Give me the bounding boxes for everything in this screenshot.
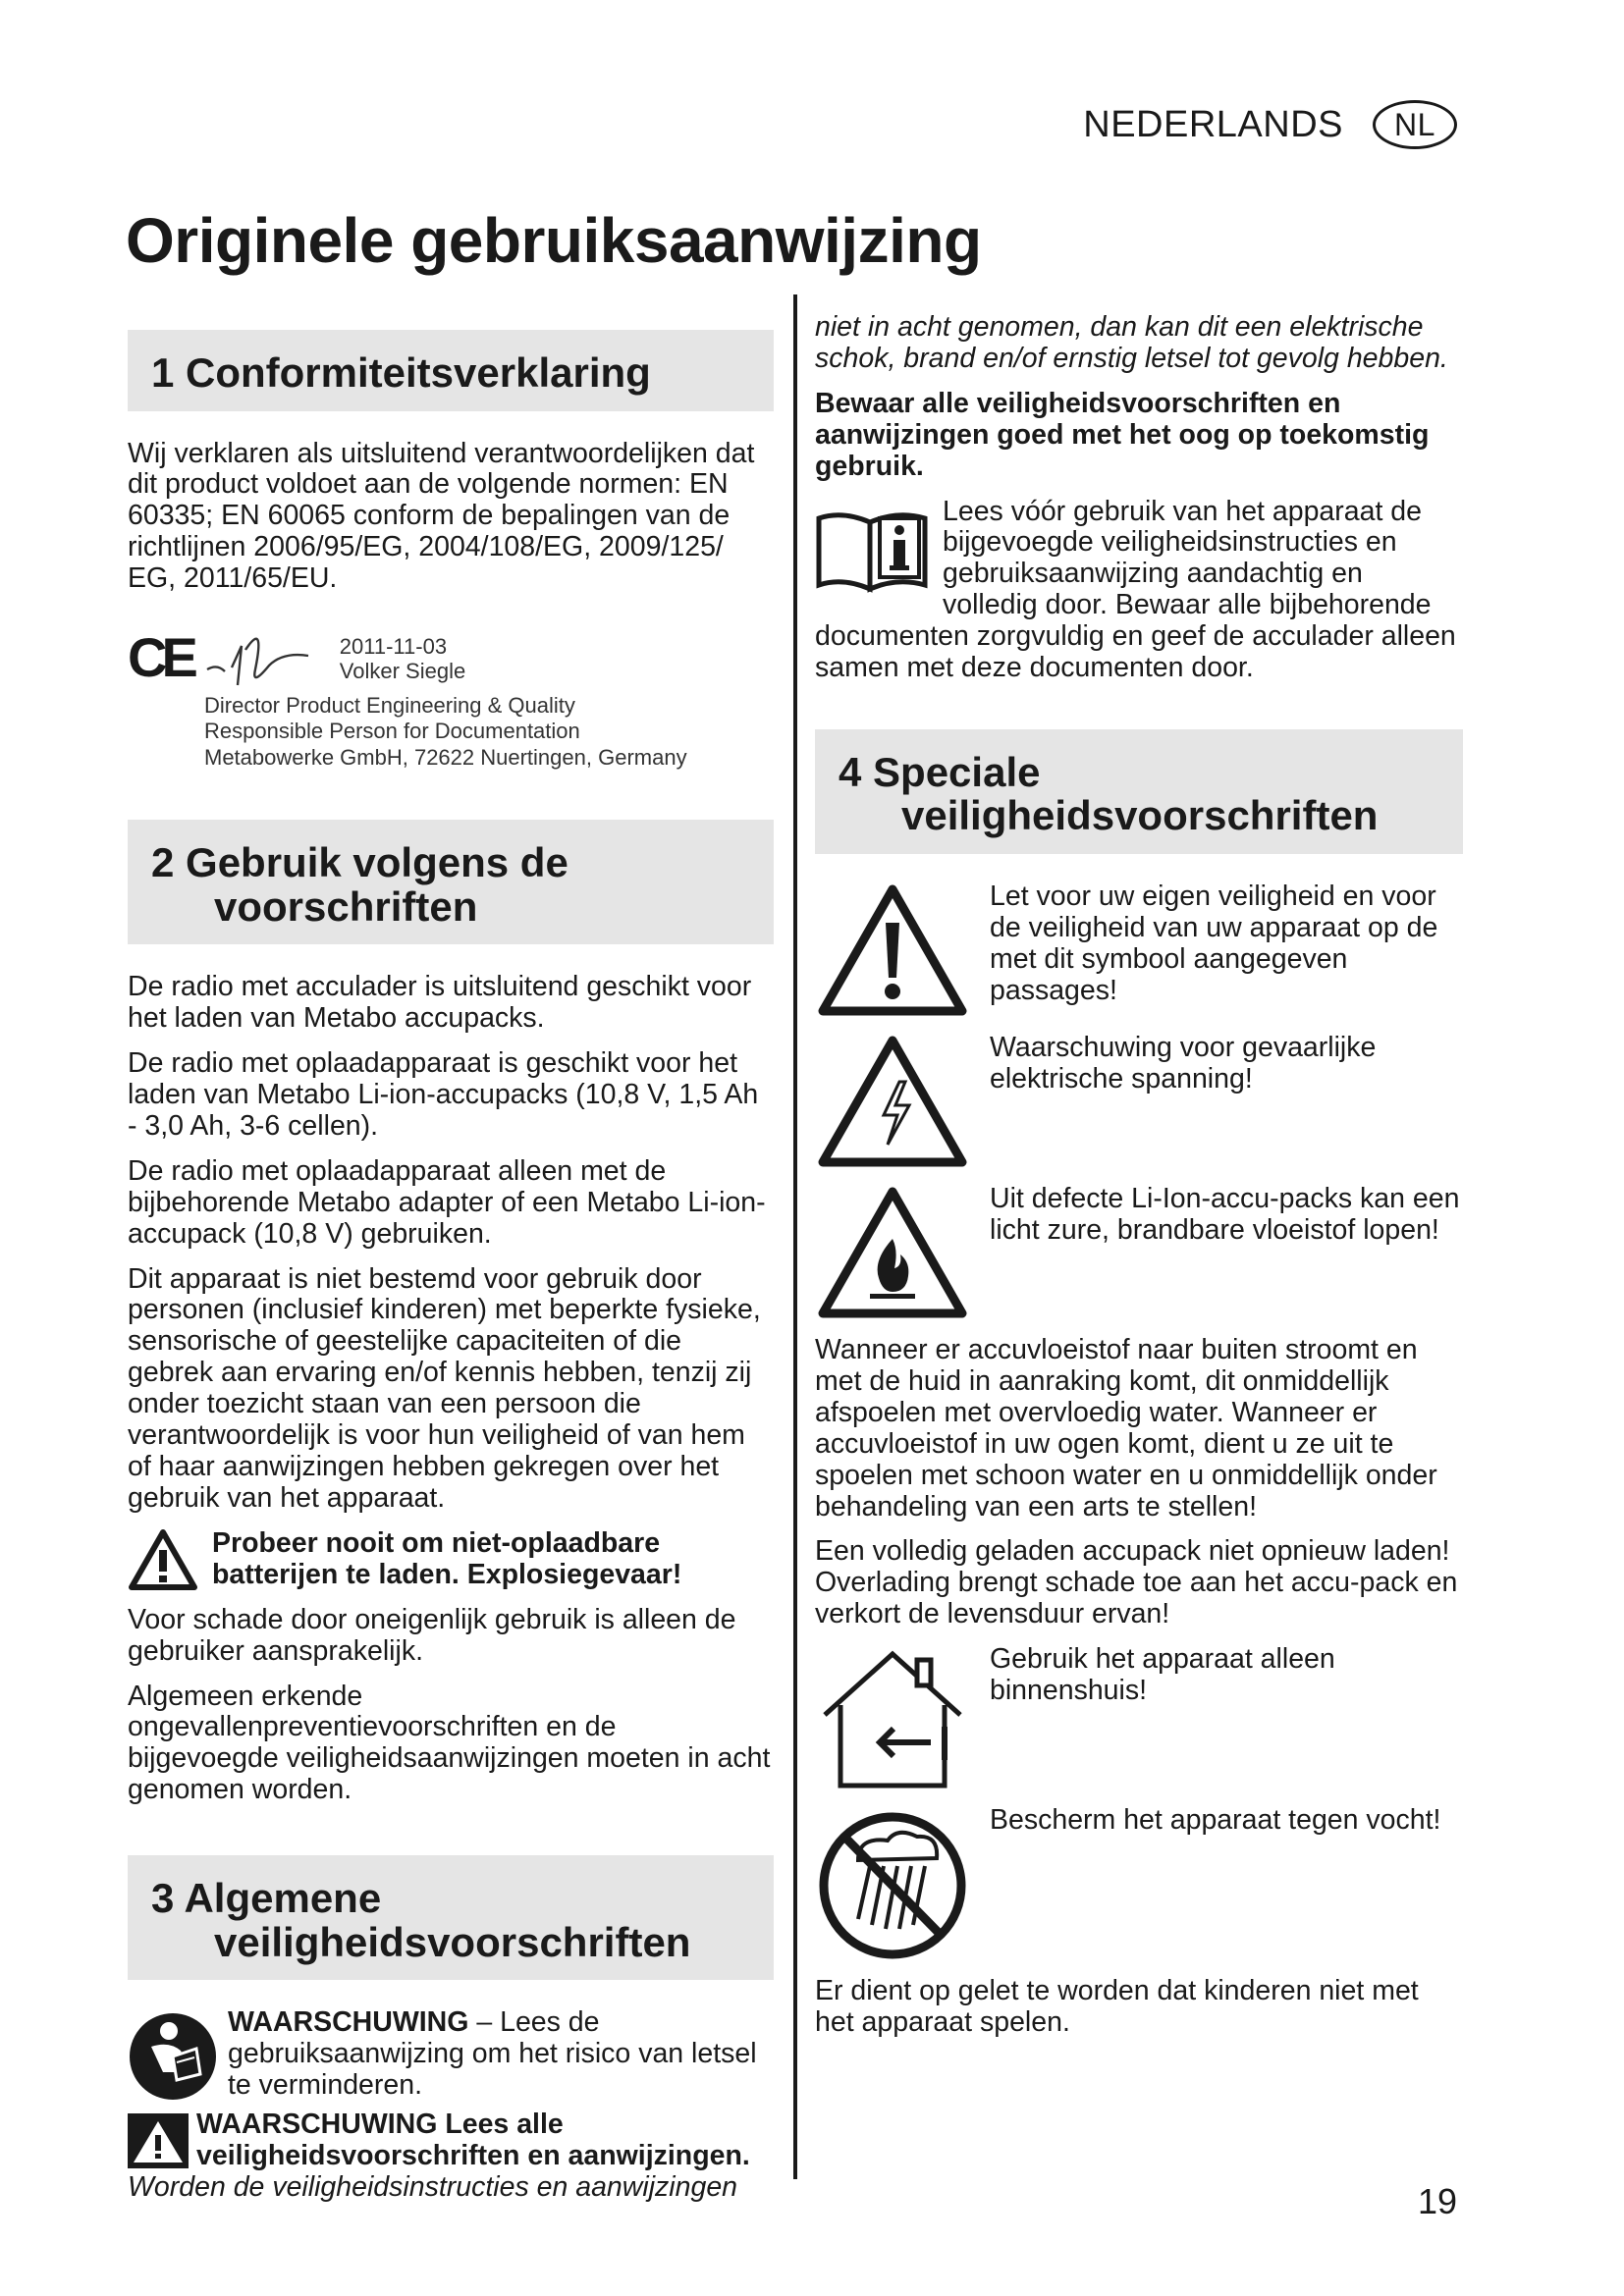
section-4-title-line1: 4 Speciale — [839, 748, 1041, 795]
read-manual-warning-text — [228, 2007, 774, 2102]
page-number: 19 — [1417, 2181, 1457, 2221]
indoor-row — [815, 1644, 1463, 1791]
conformity-text: Wij verklaren als uitsluitend verantwoordelijken dat dit product voldoet aan de volgende normen: EN 60335; EN 60065 conform de bepalingen van de richtlijnen 2006/95/EG, 2004/108/EG, 2009/125/ EG, 2011/65/EU. — [128, 437, 755, 595]
warning-square-icon — [128, 2113, 189, 2168]
exclamation-triangle-icon — [815, 881, 970, 1019]
section-3-title-line1: 3 Algemene — [151, 1875, 382, 1922]
attention-text: Let voor uw eigen veiligheid en voor de veiligheid van uw apparaat op de met dit symbool aangegeven passages! — [990, 881, 1438, 1006]
signer-roles — [204, 693, 774, 771]
section-4-title-line2: veiligheidsvoorschriften — [901, 792, 1379, 839]
indoor-use-icon — [815, 1644, 970, 1791]
read-docs-text: Lees vóór gebruik van het apparaat de bijgevoegde veiligheidsinstructies en gebruiksaanwijzing aandachtig en volledig door. Bewaar alle bijbehorende — [943, 495, 1432, 621]
right-column — [815, 312, 1463, 2053]
language-badge: NL — [1373, 100, 1457, 149]
s2-paragraph-1: De radio met acculader is uitsluitend geschikt voor het laden van Metabo accupacks. — [128, 971, 752, 1035]
indoor-text: Gebruik het apparaat alleen binnenshuis! — [990, 1643, 1335, 1707]
s4-paragraph-1: Wanneer er accuvloeistof naar buiten stroomt en met de huid in aanraking komt, dit onmiddellijk afspoelen met overvloedig water. Wanneer er accuvloeistof in uw ogen komt, dient u ze uit te spoelen met schoon water en u onmiddellijk onder behandeling van een arts te stellen! — [815, 1334, 1437, 1522]
section-3-title-line2: veiligheidsvoorschriften — [214, 1918, 691, 1965]
keep-instructions-text: Bewaar alle veiligheidsvoorschriften en aanwijzingen goed met het oog op toekomstig gebruik. — [815, 387, 1430, 482]
warning-1-label: WAARSCHUWING — [228, 2006, 469, 2039]
general-warning — [128, 2109, 774, 2172]
explosion-warning-text: Probeer nooit om niet-oplaadbare batterijen te laden. Explosiegevaar! — [212, 1526, 682, 1590]
page-title: Originele gebruiksaanwijzing — [126, 205, 982, 276]
read-manual-icon — [128, 2007, 218, 2102]
s2-paragraph-4: Dit apparaat is niet bestemd voor gebruik door personen (inclusief kinderen) met beperkte fysieke, sensorische of geestelijke capaciteiten of die gebrek aan ervaring en/of kennis hebben, tenzij zij onder toezicht staan van een persoon die verantwoordelijk is voor hun veiligheid of van hem of haar aanwijzingen hebben gekregen over het gebruik van het apparaat. — [128, 1262, 761, 1514]
high-voltage-icon — [815, 1033, 970, 1170]
language-label: NEDERLANDS — [1083, 103, 1343, 145]
section-2-heading — [128, 820, 774, 944]
column-divider — [793, 294, 797, 2179]
explosion-warning — [128, 1528, 774, 1591]
flammable-text: Uit defecte Li-Ion-accu-packs kan een licht zure, brandbare vloeistof lopen! — [990, 1183, 1460, 1246]
ce-mark: CE — [128, 626, 192, 689]
section-4-heading — [815, 729, 1463, 854]
moisture-text: Bescherm het apparaat tegen vocht! — [990, 1804, 1441, 1837]
signature-date: 2011-11-03 — [339, 634, 448, 660]
s2-paragraph-3: De radio met oplaadapparaat alleen met de bijbehorende Metabo adapter of een Metabo Li-ion-accupack (10,8 V) gebruiken. — [128, 1154, 766, 1250]
moisture-row — [815, 1805, 1463, 1962]
attention-row — [815, 881, 1463, 1019]
s4-paragraph-3: Er dient op gelet te worden dat kinderen niet met het apparaat spelen. — [815, 1975, 1419, 2039]
signer-role-2: Responsible Person for Documentation — [204, 719, 580, 744]
info-book-icon — [815, 505, 929, 593]
language-header — [1083, 100, 1457, 149]
warning-continuation: niet in acht genomen, dan kan dit een elektrische schok, brand en/of ernstig letsel tot gevolg hebben. — [815, 311, 1448, 374]
flammable-row — [815, 1184, 1463, 1321]
s4-paragraph-2: Een volledig geladen accupack niet opnieuw laden! Overlading brengt schade toe aan het accu-pack en verkort de levensduur ervan! — [815, 1535, 1458, 1630]
no-moisture-icon — [815, 1805, 970, 1962]
read-docs-row — [815, 497, 1463, 622]
section-3-heading — [128, 1855, 774, 1980]
signature-name: Volker Siegle — [339, 659, 466, 684]
voltage-text: Waarschuwing voor gevaarlijke elektrische spanning! — [990, 1032, 1377, 1095]
read-manual-warning — [128, 2007, 774, 2102]
warning-1-text: – Lees de gebruiksaanwijzing om het risico van letsel te verminderen. — [228, 2006, 757, 2102]
voltage-row — [815, 1033, 1463, 1170]
section-2-title-line2: voorschriften — [214, 882, 478, 930]
flammable-icon — [815, 1184, 970, 1321]
s2-paragraph-2: De radio met oplaadapparaat is geschikt voor het laden van Metabo Li-ion-accupacks (10,8 V, 1,5 Ah - 3,0 Ah, 3-6 cellen). — [128, 1047, 759, 1142]
left-column — [128, 312, 774, 2217]
warning-triangle-icon — [128, 1528, 198, 1591]
read-docs-text-rest: documenten zorgvuldig en geef de acculader alleen samen met deze documenten door. — [815, 620, 1456, 684]
section-2-title-line1: 2 Gebruik volgens de — [151, 839, 568, 886]
signature-date-block — [340, 634, 465, 684]
s2-paragraph-6: Algemeen erkende ongevallenpreventievoorschriften en de bijgevoegde veiligheidsaanwijzingen moeten in acht genomen worden. — [128, 1680, 771, 1806]
signer-company: Metabowerke GmbH, 72622 Nuertingen, Germany — [204, 744, 687, 770]
s2-paragraph-5: Voor schade door oneigenlijk gebruik is alleen de gebruiker aansprakelijk. — [128, 1603, 736, 1667]
section-1-title: 1 Conformiteitsverklaring — [151, 349, 651, 396]
general-warning-italic: Worden de veiligheidsinstructies en aanwijzingen — [128, 2171, 738, 2204]
section-1-heading — [128, 330, 774, 411]
signer-role-1: Director Product Engineering & Quality — [204, 693, 575, 719]
general-warning-text: WAARSCHUWING Lees alle veiligheidsvoorschriften en aanwijzingen. — [196, 2109, 750, 2172]
